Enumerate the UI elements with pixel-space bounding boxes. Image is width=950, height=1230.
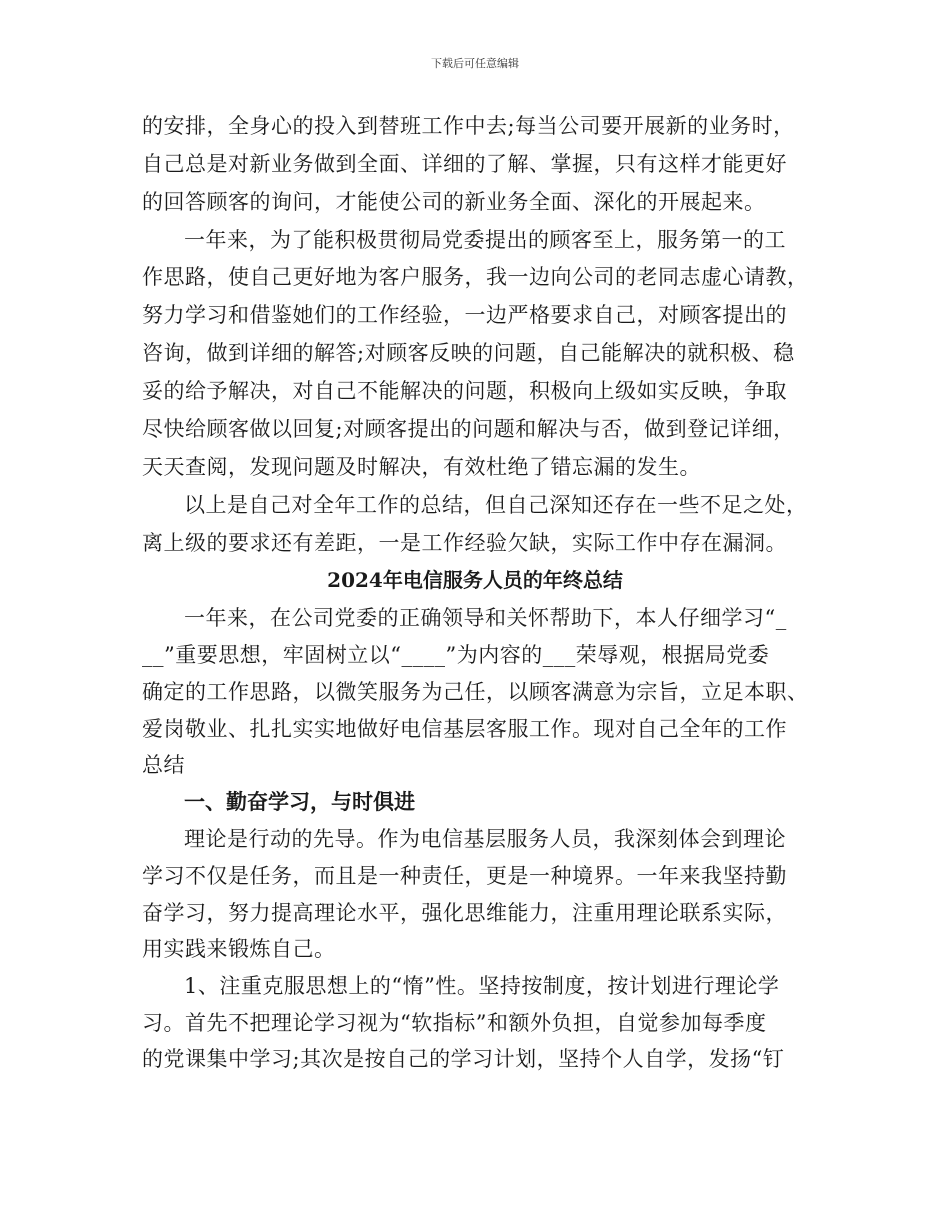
paragraph-line: 离上级的要求还有差距，一是工作经验欠缺，实际工作中存在漏洞。 [142,531,787,555]
paragraph-line: 的安排，全身心的投入到替班工作中去;每当公司要开展新的业务时， [142,114,795,138]
paragraph-line: 用实践来锻炼自己。 [142,937,336,961]
paragraph-line: 1、注重克服思想上的“惰”性。坚持按制度，按计划进行理论学 [184,974,780,998]
paragraph-line: __”重要思想，牢固树立以“____”为内容的___荣辱观，根据局党委 [142,643,770,667]
section-heading: 一、勤奋学习，与时俱进 [184,789,415,814]
paragraph-line: 咨询，做到详细的解答;对顾客反映的问题，自己能解决的就积极、稳 [142,341,795,365]
paragraph-line: 作思路，使自己更好地为客户服务，我一边向公司的老同志虚心请教， [142,265,809,289]
paragraph-line: 习。首先不把理论学习视为“软指标”和额外负担，自觉参加每季度 [142,1011,767,1035]
paragraph-line: 爱岗敬业、扎扎实实地做好电信基层客服工作。现对自己全年的工作 [142,717,787,741]
paragraph-line: 一年来，为了能积极贯彻局党委提出的顾客至上，服务第一的工 [184,228,786,252]
paragraph-line: 自己总是对新业务做到全面、详细的了解、掌握，只有这样才能更好 [142,152,787,176]
paragraph-line: 总结 [142,753,185,777]
document-title: 2024年电信服务人员的年终总结 [327,568,623,592]
paragraph-line: 的回答顾客的询问，才能使公司的新业务全面、深化的开展起来。 [142,190,766,214]
paragraph-line: 妥的给予解决，对自己不能解决的问题，积极向上级如实反映，争取 [142,379,787,403]
paragraph-line: 理论是行动的先导。作为电信基层服务人员，我深刻体会到理论 [184,827,786,851]
paragraph-line: 奋学习，努力提高理论水平，强化思维能力，注重用理论联系实际， [142,901,787,925]
paragraph-line: 的党课集中学习;其次是按自己的学习计划，坚持个人自学，发扬“钉 [142,1047,785,1071]
paragraph-line: 尽快给顾客做以回复;对顾客提出的问题和解决与否，做到登记详细， [142,417,795,441]
paragraph-line: 学习不仅是任务，而且是一种责任，更是一种境界。一年来我坚持勤 [142,864,787,888]
paragraph-line: 以上是自己对全年工作的总结，但自己深知还存在一些不足之处， [184,493,808,517]
paragraph-line: 努力学习和借鉴她们的工作经验，一边严格要求自己，对顾客提出的 [142,303,787,327]
paragraph-line: 天天查阅，发现问题及时解决，有效杜绝了错忘漏的发生。 [142,455,701,479]
paragraph-line: 一年来，在公司党委的正确领导和关怀帮助下，本人仔细学习“_ [184,606,787,630]
page-header: 下载后可任意编辑 [431,57,519,70]
paragraph-line: 确定的工作思路，以微笑服务为己任，以顾客满意为宗旨，立足本职、 [142,680,809,704]
